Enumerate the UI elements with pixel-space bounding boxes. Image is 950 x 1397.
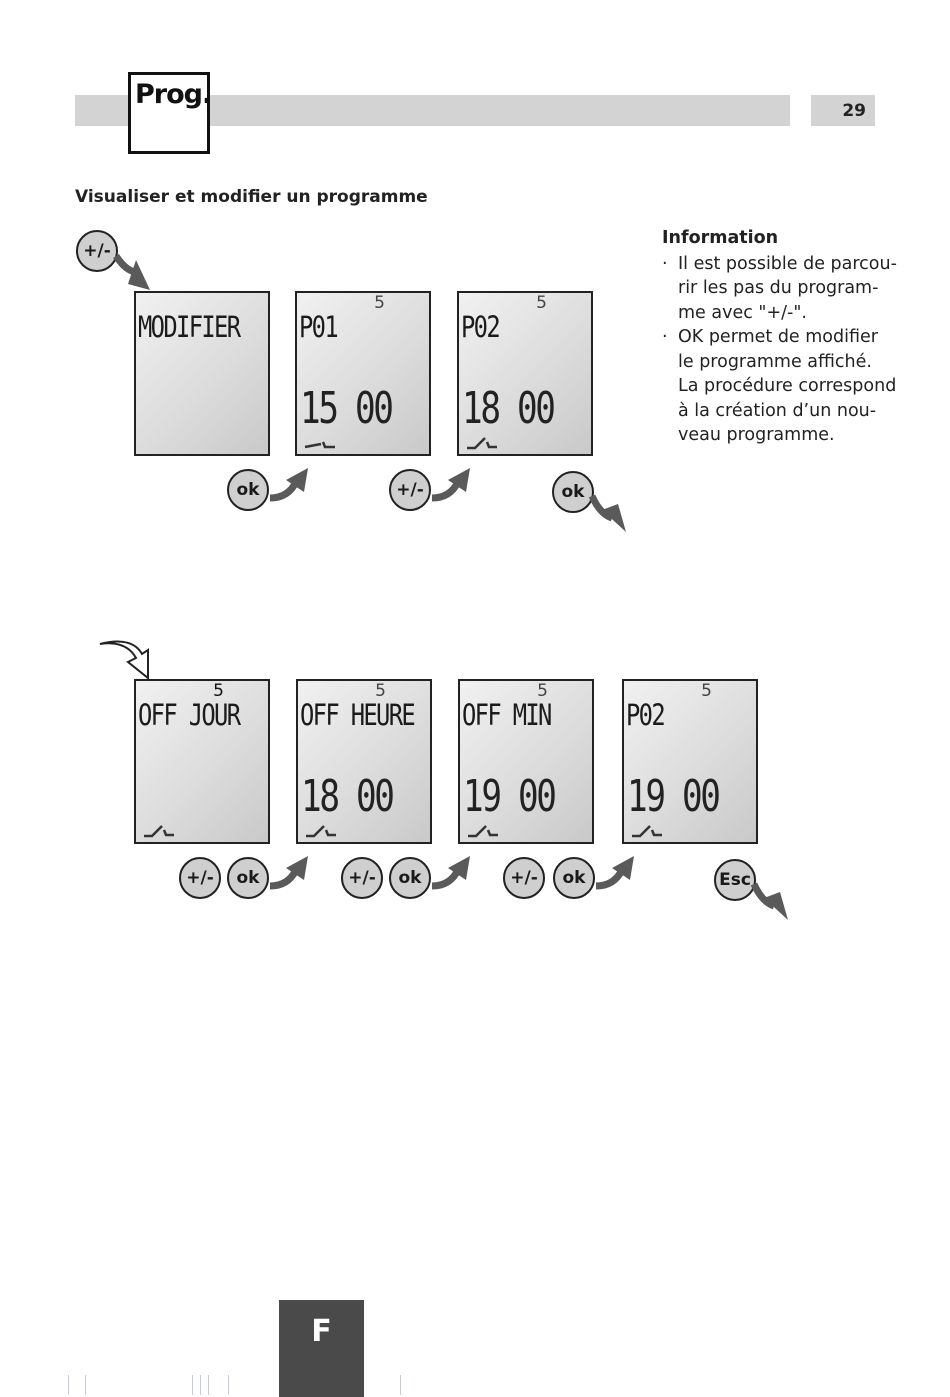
crop-mark bbox=[192, 1375, 193, 1395]
curved-arrow-icon bbox=[428, 854, 476, 894]
bullet-icon: · bbox=[662, 253, 668, 274]
lcd-day: 5 bbox=[213, 681, 224, 701]
lcd-time: 19 00 bbox=[627, 771, 719, 822]
lcd-text: P02 bbox=[461, 310, 500, 344]
ok-button[interactable]: ok bbox=[552, 471, 594, 513]
info-item bbox=[662, 252, 897, 326]
ok-button[interactable]: ok bbox=[553, 857, 595, 899]
bullet-icon: · bbox=[662, 327, 668, 347]
info-line: me avec "+/-". bbox=[678, 302, 807, 323]
lcd-time: 18 00 bbox=[462, 383, 554, 434]
lcd-screen-modifier bbox=[134, 291, 270, 456]
switch-on-icon bbox=[630, 824, 664, 838]
lcd-text: OFF HEURE bbox=[300, 698, 415, 732]
ok-button[interactable]: ok bbox=[227, 469, 269, 511]
lcd-screen-p02 bbox=[457, 291, 593, 456]
lcd-day: 5 bbox=[375, 681, 386, 701]
info-line: OK permet de modifier bbox=[678, 327, 878, 347]
crop-mark bbox=[85, 1375, 86, 1395]
crop-mark bbox=[68, 1375, 69, 1395]
switch-off-icon bbox=[303, 436, 337, 450]
curved-arrow-icon bbox=[588, 490, 632, 536]
info-line: le programme affiché. bbox=[678, 351, 872, 372]
language-tab bbox=[279, 1300, 364, 1397]
lcd-time: 19 00 bbox=[463, 771, 555, 822]
info-line: à la création d’un nou- bbox=[678, 400, 877, 421]
curved-arrow-icon bbox=[592, 854, 640, 894]
info-line: Il est possible de parcou- bbox=[678, 253, 897, 274]
lcd-time: 15 00 bbox=[300, 383, 392, 434]
lcd-screen-p02-result bbox=[622, 679, 758, 844]
plus-minus-button[interactable]: +/- bbox=[389, 469, 431, 511]
curved-arrow-icon bbox=[266, 854, 314, 894]
crop-mark bbox=[228, 1375, 229, 1395]
lcd-screen-off-jour bbox=[134, 679, 270, 844]
info-line: La procédure correspond bbox=[678, 376, 897, 396]
section-title: Visualiser et modifier un programme bbox=[75, 187, 428, 207]
info-line: rir les pas du program- bbox=[678, 278, 879, 298]
lcd-screen-p01 bbox=[295, 291, 431, 456]
crop-mark bbox=[208, 1375, 209, 1395]
ok-button[interactable]: ok bbox=[389, 857, 431, 899]
crop-mark bbox=[200, 1375, 201, 1395]
lcd-text: P02 bbox=[626, 698, 665, 732]
lcd-text: OFF JOUR bbox=[138, 698, 240, 732]
plus-minus-button[interactable]: +/- bbox=[179, 857, 221, 899]
plus-minus-button[interactable]: +/- bbox=[503, 857, 545, 899]
curved-arrow-icon bbox=[750, 878, 794, 924]
lcd-day: 5 bbox=[701, 681, 712, 701]
lcd-day: 5 bbox=[537, 681, 548, 701]
lcd-screen-off-heure bbox=[296, 679, 432, 844]
crop-mark bbox=[400, 1375, 401, 1395]
ok-button[interactable]: ok bbox=[227, 857, 269, 899]
switch-on-icon bbox=[304, 824, 338, 838]
language-tab-label: F bbox=[311, 1314, 332, 1349]
page-number: 29 bbox=[842, 101, 866, 121]
plus-minus-button[interactable]: +/- bbox=[341, 857, 383, 899]
prog-tab-label: Prog. bbox=[135, 79, 212, 110]
curved-arrow-icon bbox=[266, 466, 314, 506]
switch-on-icon bbox=[142, 824, 176, 838]
curved-arrow-icon bbox=[110, 250, 160, 295]
lcd-day: 5 bbox=[374, 293, 385, 313]
info-title: Information bbox=[662, 228, 779, 248]
lcd-day: 5 bbox=[536, 293, 547, 313]
switch-on-icon bbox=[466, 824, 500, 838]
info-line: veau programme. bbox=[678, 425, 835, 445]
info-item bbox=[662, 325, 897, 448]
page-number-box bbox=[811, 95, 875, 126]
plus-minus-button[interactable]: +/- bbox=[76, 230, 118, 272]
lcd-screen-off-min bbox=[458, 679, 594, 844]
lcd-text: P01 bbox=[299, 310, 338, 344]
curved-arrow-icon bbox=[428, 466, 476, 506]
esc-button[interactable]: Esc bbox=[714, 859, 756, 901]
switch-on-icon bbox=[465, 436, 499, 450]
outline-curved-arrow-icon bbox=[98, 636, 154, 682]
lcd-time: 18 00 bbox=[301, 771, 393, 822]
lcd-text: OFF MIN bbox=[462, 698, 551, 732]
prog-tab bbox=[128, 72, 210, 154]
lcd-text: MODIFIER bbox=[138, 310, 240, 344]
info-box bbox=[662, 226, 897, 448]
